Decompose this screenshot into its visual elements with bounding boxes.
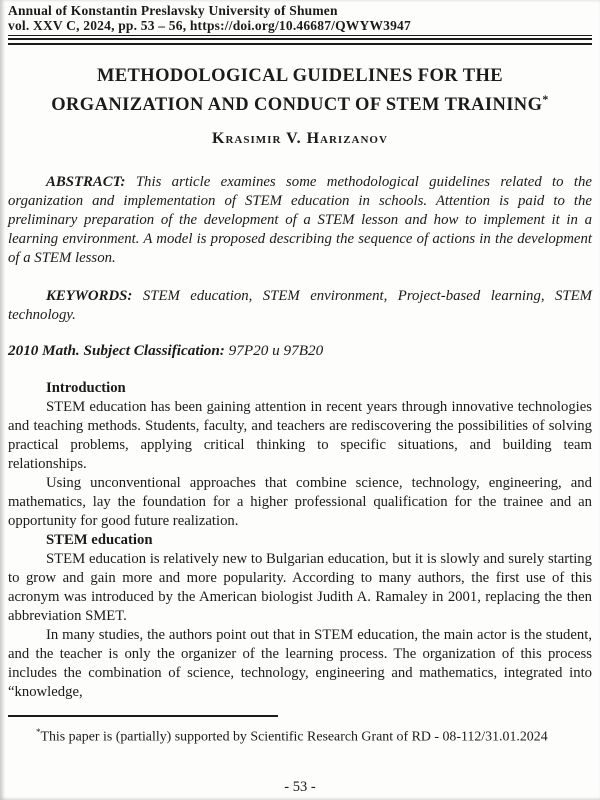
article-body: [8, 379, 592, 702]
footnote-rule: [8, 715, 278, 717]
abstract-label: ABSTRACT:: [46, 174, 126, 191]
section-heading-stem-education: STEM education: [46, 532, 153, 549]
paragraph-stem-1: STEM education is relatively new to Bulgarian education, but it is slowly and surely starting to grow and gain more and more popularity. According to many authors, the first use of this acronym was introduced by the American biologist Judith A. Ramaley in 2001, replacing the then abbreviation SMET.: [8, 551, 592, 625]
header-rule-double: [8, 38, 592, 45]
keywords-paragraph: [8, 287, 592, 325]
journal-name-line: Annual of Konstantin Preslavsky University of Shumen: [8, 3, 338, 18]
classification-line: [8, 341, 592, 360]
footnote-marker: *: [36, 727, 41, 738]
page-number: - 53 -: [284, 779, 316, 795]
keywords-text: STEM education, STEM environment, Project-based learning, STEM technology.: [8, 288, 592, 324]
title-footnote-marker: *: [542, 92, 549, 106]
author-name: Krasimir V. Harizanov: [212, 130, 388, 148]
footnote: [8, 723, 592, 747]
paragraph-stem-2: In many studies, the authors point out that in STEM education, the main actor is the student, and the teacher is only the organizer of the learning process. The organization of this process includes the combination of science, technology, engineering and mathematics, integrated into “knowledge,: [8, 627, 592, 701]
keywords-label: KEYWORDS:: [46, 288, 133, 305]
paragraph-intro-2: Using unconventional approaches that combine science, technology, engineering, and mathematics, lay the foundation for a higher professional qualification for the trainee and an opportunity for good future realization.: [8, 475, 592, 530]
paragraph-intro-1: STEM education has been gaining attention in recent years through innovative technologies and teaching methods. Students, faculty, and teachers are rediscovering the possibilities of solving practical problems, applying critical thinking to specific situations, and building team relationships.: [8, 399, 592, 473]
abstract-paragraph: [8, 173, 592, 268]
footnote-area: [8, 715, 592, 747]
paper-title-text: METHODOLOGICAL GUIDELINES FOR THE ORGANIZATION AND CONDUCT OF STEM TRAINING: [51, 66, 543, 116]
section-heading-introduction: Introduction: [46, 380, 126, 397]
abstract-text: This article examines some methodological guidelines related to the organization and implementation of STEM education in schools. Attention is paid to the preliminary preparation of the development of a STEM lesson and how to implement it in a learning environment. A model is proposed describing the sequence of actions in the development of a STEM lesson.: [8, 174, 592, 267]
journal-header: [8, 3, 592, 33]
volume-doi-line: vol. XXV C, 2024, pp. 53 – 56, https://doi.org/10.46687/QWYW3947: [8, 18, 411, 33]
header-rule-thin: [8, 35, 592, 36]
footnote-text: This paper is (partially) supported by Scientific Research Grant of RD - 08-112/31.01.2024: [40, 729, 548, 745]
classification-value: 97P20 и 97B20: [228, 342, 324, 360]
paper-title: [20, 65, 580, 117]
classification-label: 2010 Math. Subject Classification:: [8, 342, 225, 360]
